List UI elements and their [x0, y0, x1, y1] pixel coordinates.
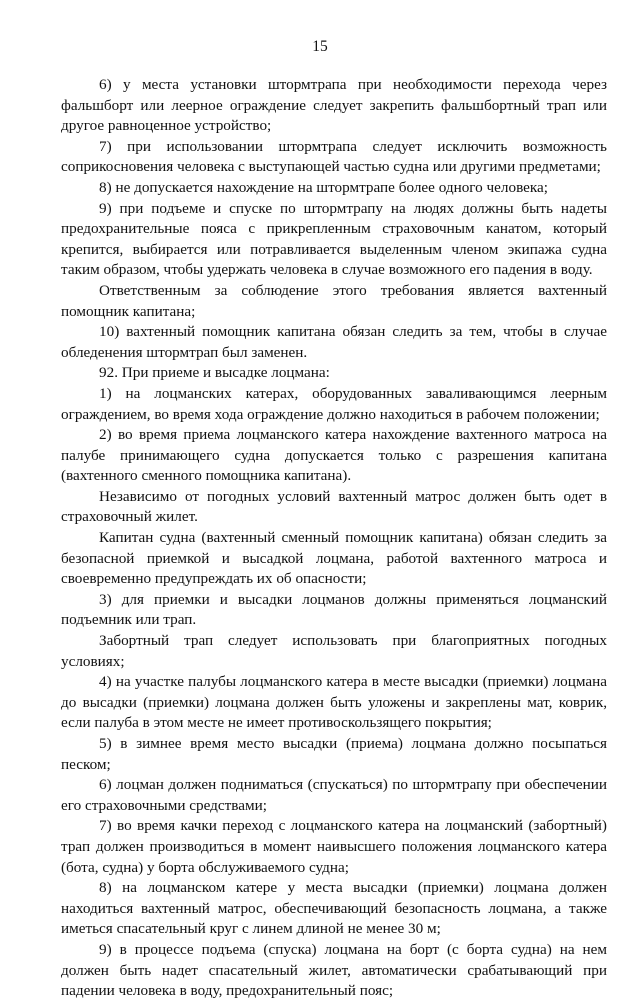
paragraph-pilot-item-7: 7) во время качки переход с лоцманского катера на лоцманский (забортный) трап должен производиться в момент наивысшего положения лоцманского катера (бота, судна) у борта обслуживаемого судна;	[61, 817, 607, 876]
paragraph-pilot-item-8: 8) на лоцманском катере у места высадки (приемки) лоцмана должен находиться вахтенный матрос, обеспечивающий безопасность лоцмана, а также иметься спасательный круг с линем длиной не менее 30 м;	[61, 879, 607, 938]
paragraph-safety-vest: Независимо от погодных условий вахтенный матрос должен быть одет в страховочный жилет.	[61, 487, 607, 526]
paragraph-responsible-officer: Ответственным за соблюдение этого требования является вахтенный помощник капитана;	[61, 281, 607, 320]
paragraph-pilot-item-6: 6) лоцман должен подниматься (спускаться) по штормтрапу при обеспечении его страховочными средствами;	[61, 776, 607, 814]
paragraph-pilot-item-5: 5) в зимнее время место высадки (приема) лоцмана должно посыпаться песком;	[61, 735, 607, 773]
paragraph-item-10-icing: 10) вахтенный помощник капитана обязан следить за тем, чтобы в случае обледенения штормтрап был заменен.	[61, 323, 607, 361]
paragraph-outboard-ladder: Забортный трап следует использовать при благоприятных погодных условиях;	[61, 632, 607, 670]
paragraph-pilot-item-1: 1) на лоцманских катерах, оборудованных заваливающимся леерным ограждением, во время хода ограждение должно находиться в рабочем положении;	[61, 384, 607, 423]
paragraph-pilot-item-9: 9) в процессе подъема (спуска) лоцмана на борт (с борта судна) на нем должен быть надет спасательный жилет, автоматически срабатывающий при падении человека в воду, предохранительный пояс;	[61, 940, 607, 1000]
document-body	[61, 75, 607, 1002]
paragraph-item-9-safety-belts: 9) при подъеме и спуске по штормтрапу на людях должны быть надеты предохранительные пояса с прикрепленным страховочным канатом, который крепится, выбирается или потравливается выделенным членом экипажа судна таким образом, чтобы удержать человека в случае возможного его падения в воду.	[61, 199, 607, 279]
paragraph-pilot-item-3: 3) для приемки и высадки лоцманов должны применяться лоцманский подъемник или трап.	[61, 590, 607, 629]
paragraph-item-7-stormtrap-contact: 7) при использовании штормтрапа следует исключить возможность соприкосновения человека с выступающей частью судна или другими предметами;	[61, 137, 607, 176]
page-number: 15	[312, 38, 328, 55]
paragraph-captain-duty: Капитан судна (вахтенный сменный помощник капитана) обязан следить за безопасной приемкой и высадкой лоцмана, работой вахтенного матроса и своевременно предупреждать их об опасности;	[61, 529, 607, 588]
paragraph-item-8-one-person: 8) не допускается нахождение на штормтрапе более одного человека;	[99, 178, 549, 196]
paragraph-pilot-item-2: 2) во время приема лоцманского катера нахождение вахтенного матроса на палубе принимающего судна допускается только с разрешения капитана (вахтенного сменного помощника капитана).	[61, 426, 607, 485]
paragraph-item-6-stormtrap-railing: 6) у места установки штормтрапа при необходимости перехода через фальшборт или леерное ограждение следует закрепить фальшбортный трап или другое равноценное устройство;	[61, 76, 607, 135]
paragraph-pilot-item-4: 4) на участке палубы лоцманского катера в месте высадки (приемки) лоцмана до высадки (приемки) лоцмана должен быть уложены и закреплены мат, коврик, если палуба в этом месте не имеет противоскользящего покрытия;	[61, 673, 607, 732]
paragraph-section-92: 92. При приеме и высадке лоцмана:	[99, 364, 330, 382]
